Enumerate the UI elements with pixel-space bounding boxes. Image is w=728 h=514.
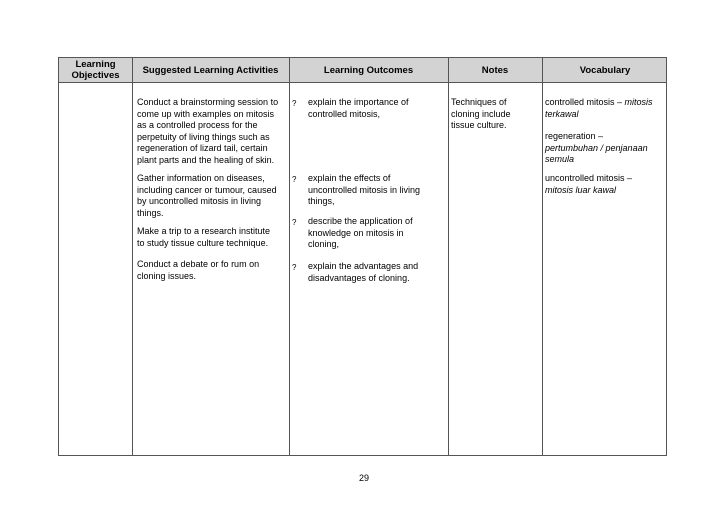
outcome-bullet: ? xyxy=(292,263,297,272)
outcome-bullet: ? xyxy=(292,218,297,227)
outcome-item: explain the effects of uncontrolled mitosis in living things, xyxy=(308,173,421,207)
header-learning-outcomes: Learning Outcomes xyxy=(323,64,414,76)
page-number: 29 xyxy=(358,473,369,483)
vocabulary-item xyxy=(545,131,648,166)
column-divider xyxy=(132,58,133,455)
vocabulary-term: regeneration – xyxy=(545,131,604,141)
column-divider xyxy=(289,58,290,455)
vocabulary-translation: mitosis xyxy=(624,97,653,107)
vocabulary-translation: mitosis luar kawal xyxy=(545,184,617,195)
header-notes: Notes xyxy=(481,64,509,76)
activity-item: Make a trip to a research institute to study tissue culture technique. xyxy=(137,226,271,248)
column-divider xyxy=(542,58,543,455)
vocabulary-translation: pertumbuhan / penjanaan semula xyxy=(545,142,648,165)
outcome-bullet: ? xyxy=(292,99,297,108)
vocabulary-translation: terkawal xyxy=(545,108,579,119)
outcome-item: explain the importance of controlled mitosis, xyxy=(308,97,409,119)
activity-item: Gather information on diseases, including cancer or tumour, caused by uncontrolled mitosis in living things. xyxy=(137,173,277,218)
activity-item: Conduct a brainstorming session to come up with examples on mitosis as a controlled process for the perpetuity of living things such as regeneration of lizard tail, certain plant parts and the healing of skin. xyxy=(137,97,279,165)
vocabulary-item xyxy=(545,97,653,120)
header-learning-objectives: Learning Objectives xyxy=(71,59,120,81)
header-suggested-activities: Suggested Learning Activities xyxy=(142,64,279,76)
outcome-item: describe the application of knowledge on mitosis in cloning, xyxy=(308,216,413,250)
header-vocabulary: Vocabulary xyxy=(579,64,631,76)
column-divider xyxy=(448,58,449,455)
vocabulary-term: uncontrolled mitosis – xyxy=(545,173,633,183)
activity-item: Conduct a debate or fo rum on cloning issues. xyxy=(137,259,260,281)
vocabulary-item xyxy=(545,173,632,196)
vocabulary-term: controlled mitosis – xyxy=(545,97,625,107)
outcome-item: explain the advantages and disadvantages of cloning. xyxy=(308,261,419,283)
outcome-bullet: ? xyxy=(292,175,297,184)
curriculum-table xyxy=(58,57,667,456)
notes-text: Techniques of cloning include tissue culture. xyxy=(451,97,511,131)
